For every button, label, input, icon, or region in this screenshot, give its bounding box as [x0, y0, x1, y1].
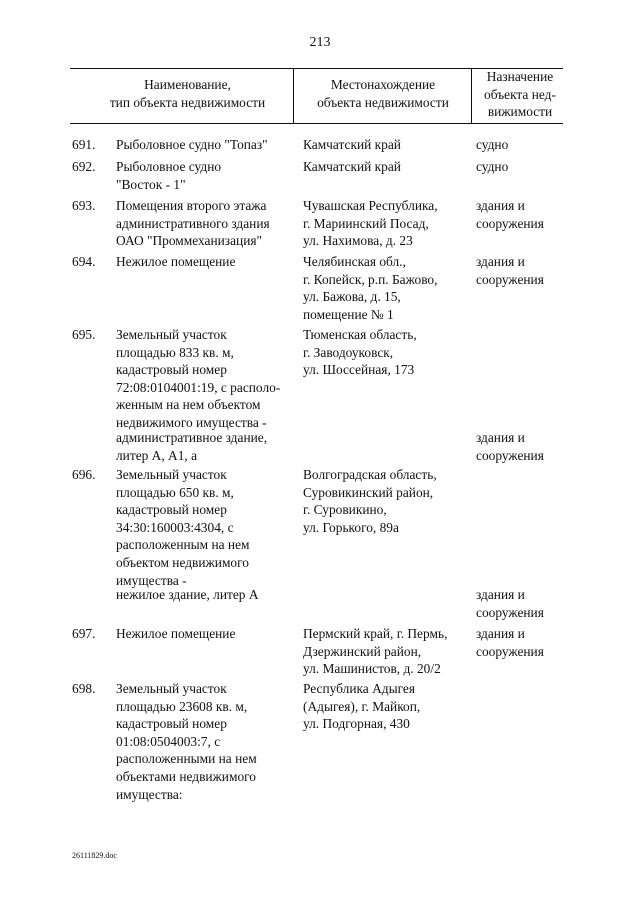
header-divider — [293, 68, 294, 123]
object-name: Рыболовное судно "Восток - 1" — [116, 159, 222, 192]
object-name: Помещения второго этажа административного здания ОАО "Проммеханизация" — [116, 198, 270, 249]
object-purpose: судно — [476, 159, 509, 174]
object-purpose: здания и сооружения — [476, 430, 544, 463]
header-divider — [471, 68, 472, 123]
object-name: Земельный участок площадью 833 кв. м, кадастровый номер 72:08:0104001:19, с располо- женным на нем объектом недвижимого имущества - — [116, 327, 281, 430]
object-purpose: здания и сооружения — [476, 626, 544, 659]
object-location: Чувашская Республика, г. Мариинский Посад, ул. Нахимова, д. 23 — [303, 198, 438, 249]
object-location: Тюменская область, г. Заводоуковск, ул. Шоссейная, 173 — [303, 327, 417, 378]
object-name: Нежилое помещение — [116, 254, 236, 269]
object-name: Земельный участок площадью 650 кв. м, кадастровый номер 34:30:160003:4304, с расположенным на нем объектом недвижимого имущества - — [116, 467, 250, 588]
object-purpose: здания и сооружения — [476, 587, 544, 620]
document-filename: 26111829.doc — [72, 851, 117, 860]
page-number: 213 — [309, 35, 331, 50]
object-purpose: судно — [476, 137, 509, 152]
header-location-column: Местонахождение объекта недвижимости — [317, 77, 449, 110]
object-name: Нежилое помещение — [116, 626, 236, 641]
object-location: Волгоградская область, Суровикинский район, г. Суровикино, ул. Горького, 89а — [303, 467, 437, 535]
row-number: 696. — [72, 467, 96, 482]
object-location: Челябинская обл., г. Копейск, р.п. Бажово, ул. Бажова, д. 15, помещение № 1 — [303, 254, 438, 322]
header-name-column: Наименование, тип объекта недвижимости — [109, 77, 266, 110]
object-name: нежилое здание, литер А — [116, 587, 259, 602]
object-name: административное здание, литер А, А1, а — [116, 430, 268, 463]
header-purpose-column: Назначение объекта нед- вижимости — [484, 69, 556, 120]
row-number: 698. — [72, 681, 96, 696]
object-name: Рыболовное судно "Топаз" — [116, 137, 268, 152]
header-bottom-rule — [70, 123, 563, 124]
row-number: 695. — [72, 327, 96, 342]
object-name: Земельный участок площадью 23608 кв. м, кадастровый номер 01:08:0504003:7, с расположенными на нем объектами недвижимого имущества: — [116, 681, 257, 802]
row-number: 691. — [72, 137, 96, 152]
object-purpose: здания и сооружения — [476, 198, 544, 231]
object-location: Камчатский край — [303, 159, 401, 174]
object-location: Республика Адыгея (Адыгея), г. Майкоп, ул. Подгорная, 430 — [303, 681, 421, 732]
row-number: 693. — [72, 198, 96, 213]
row-number: 694. — [72, 254, 96, 269]
object-location: Пермский край, г. Пермь, Дзержинский район, ул. Машинистов, д. 20/2 — [303, 626, 448, 677]
object-location: Камчатский край — [303, 137, 401, 152]
row-number: 697. — [72, 626, 96, 641]
object-purpose: здания и сооружения — [476, 254, 544, 287]
row-number: 692. — [72, 159, 96, 174]
